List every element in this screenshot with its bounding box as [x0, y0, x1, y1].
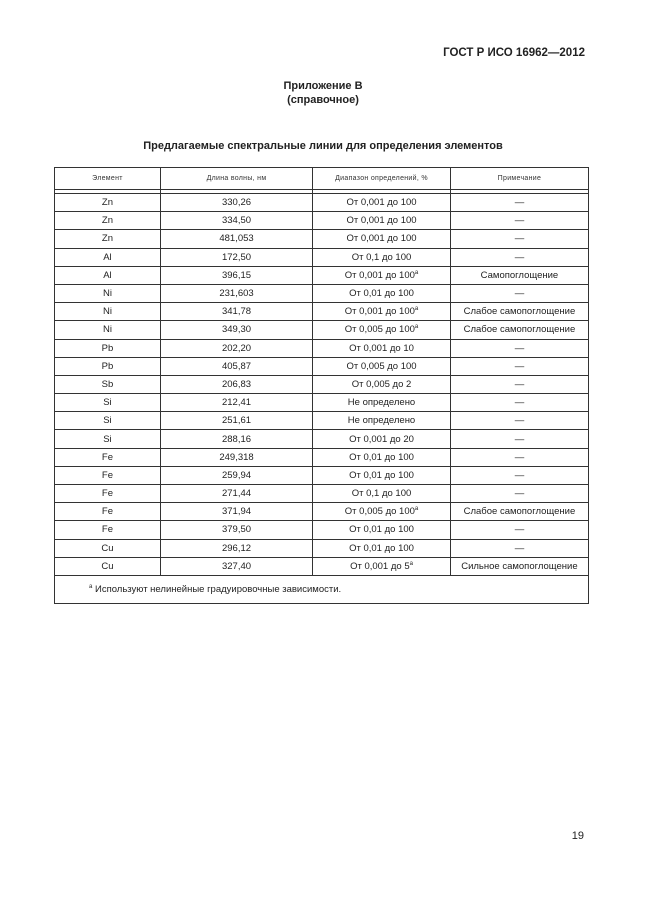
table-row: [55, 248, 589, 266]
cell-wavelength: 481,053: [160, 230, 312, 248]
footnote-ref: a: [414, 269, 419, 276]
range-value: Не определено: [347, 415, 416, 427]
cell-wavelength: 379,50: [160, 521, 312, 539]
range-value: От 0,01 до 100: [349, 524, 414, 536]
cell-element: Si: [55, 412, 161, 430]
table-footnote: [55, 575, 589, 603]
cell-range: [313, 248, 451, 266]
cell-note: —: [450, 466, 588, 484]
cell-wavelength: 259,94: [160, 466, 312, 484]
table-row: [55, 466, 589, 484]
cell-wavelength: 371,94: [160, 503, 312, 521]
cell-range: [313, 485, 451, 503]
cell-range: [313, 212, 451, 230]
column-header-wavelength: Длина волны, нм: [160, 168, 312, 190]
cell-note: —: [450, 194, 588, 212]
cell-note: —: [450, 357, 588, 375]
cell-range: [313, 448, 451, 466]
table-title: Предлагаемые спектральные линии для определения элементов: [143, 140, 503, 152]
cell-note: —: [450, 430, 588, 448]
cell-note: —: [450, 230, 588, 248]
table-row: [55, 303, 589, 321]
range-value: От 0,005 до 100: [344, 324, 415, 336]
range-value: От 0,01 до 100: [349, 288, 414, 300]
cell-wavelength: 202,20: [160, 339, 312, 357]
cell-range: [313, 466, 451, 484]
standard-code: ГОСТ Р ИСО 16962—2012: [443, 47, 585, 59]
cell-element: Si: [55, 430, 161, 448]
cell-note: Слабое самопоглощение: [450, 321, 588, 339]
table-row: [55, 357, 589, 375]
range-value: От 0,005 до 100: [344, 506, 415, 518]
cell-element: Pb: [55, 339, 161, 357]
table-row: [55, 375, 589, 393]
cell-wavelength: 288,16: [160, 430, 312, 448]
table-row: [55, 448, 589, 466]
page-number: 19: [571, 830, 584, 842]
cell-wavelength: 172,50: [160, 248, 312, 266]
cell-element: Cu: [55, 557, 161, 575]
footnote-row: [55, 575, 589, 603]
range-value: От 0,001 до 10: [349, 342, 414, 354]
cell-range: [313, 284, 451, 302]
column-header-range: Диапазон определений, %: [313, 168, 451, 190]
cell-element: Fe: [55, 521, 161, 539]
cell-range: [313, 357, 451, 375]
cell-wavelength: 231,603: [160, 284, 312, 302]
cell-note: —: [450, 339, 588, 357]
range-value: Не определено: [347, 397, 416, 409]
cell-note: Слабое самопоглощение: [450, 303, 588, 321]
cell-element: Sb: [55, 375, 161, 393]
table-row: [55, 485, 589, 503]
cell-range: [313, 375, 451, 393]
table-row: [55, 284, 589, 302]
table-row: [55, 394, 589, 412]
cell-wavelength: 271,44: [160, 485, 312, 503]
range-value: От 0,001 до 100: [344, 306, 415, 318]
cell-element: Al: [55, 248, 161, 266]
cell-range: [313, 303, 451, 321]
cell-wavelength: 296,12: [160, 539, 312, 557]
cell-wavelength: 212,41: [160, 394, 312, 412]
cell-element: Fe: [55, 466, 161, 484]
table-row: [55, 194, 589, 212]
cell-note: —: [450, 394, 588, 412]
cell-range: [313, 521, 451, 539]
cell-note: Слабое самопоглощение: [450, 503, 588, 521]
cell-element: Zn: [55, 212, 161, 230]
footnote-marker: a: [89, 583, 93, 590]
footnote-ref: a: [414, 506, 419, 513]
cell-range: [313, 539, 451, 557]
table-row: [55, 557, 589, 575]
table-row: [55, 339, 589, 357]
cell-wavelength: 327,40: [160, 557, 312, 575]
cell-wavelength: 249,318: [160, 448, 312, 466]
range-value: От 0,1 до 100: [351, 488, 412, 500]
cell-note: Самопоглощение: [450, 266, 588, 284]
cell-note: —: [450, 212, 588, 230]
annex-title: Приложение В: [283, 80, 363, 92]
cell-element: Pb: [55, 357, 161, 375]
cell-wavelength: 251,61: [160, 412, 312, 430]
table-row: [55, 539, 589, 557]
range-value: От 0,005 до 100: [346, 360, 417, 372]
cell-element: Al: [55, 266, 161, 284]
column-header-note: Примечание: [450, 168, 588, 190]
range-value: От 0,01 до 100: [349, 469, 414, 481]
range-value: От 0,001 до 100: [346, 197, 417, 209]
cell-range: [313, 503, 451, 521]
cell-note: —: [450, 448, 588, 466]
table-row: [55, 321, 589, 339]
range-value: От 0,005 до 2: [351, 378, 412, 390]
column-header-element: Элемент: [55, 168, 161, 190]
table-row: [55, 230, 589, 248]
cell-note: —: [450, 248, 588, 266]
range-value: От 0,001 до 100: [346, 233, 417, 245]
cell-note: —: [450, 521, 588, 539]
annex-heading: [0, 79, 646, 107]
cell-range: [313, 412, 451, 430]
cell-wavelength: 330,26: [160, 194, 312, 212]
table-row: [55, 430, 589, 448]
footnote-ref: a: [414, 306, 419, 313]
table-row: [55, 521, 589, 539]
cell-range: [313, 394, 451, 412]
range-value: От 0,01 до 100: [349, 451, 414, 463]
cell-wavelength: 341,78: [160, 303, 312, 321]
annex-subtitle: (справочное): [287, 94, 359, 106]
cell-element: Zn: [55, 230, 161, 248]
cell-wavelength: 349,30: [160, 321, 312, 339]
cell-note: —: [450, 539, 588, 557]
footnote-ref: a: [414, 324, 419, 331]
cell-element: Ni: [55, 303, 161, 321]
cell-element: Zn: [55, 194, 161, 212]
cell-range: [313, 321, 451, 339]
cell-note: —: [450, 485, 588, 503]
cell-note: Сильное самопоглощение: [450, 557, 588, 575]
range-value: От 0,001 до 100: [344, 269, 415, 281]
cell-element: Fe: [55, 503, 161, 521]
range-value: От 0,1 до 100: [351, 251, 412, 263]
cell-range: [313, 266, 451, 284]
cell-wavelength: 405,87: [160, 357, 312, 375]
footnote-text: Используют нелинейные градуировочные зависимости.: [94, 583, 342, 595]
table-row: [55, 266, 589, 284]
cell-note: —: [450, 412, 588, 430]
cell-element: Si: [55, 394, 161, 412]
spectral-lines-table: [54, 167, 589, 604]
cell-element: Fe: [55, 485, 161, 503]
cell-element: Ni: [55, 284, 161, 302]
table-body: [55, 194, 589, 576]
cell-element: Ni: [55, 321, 161, 339]
range-value: От 0,001 до 5: [350, 560, 410, 572]
cell-range: [313, 230, 451, 248]
table-row: [55, 212, 589, 230]
cell-range: [313, 194, 451, 212]
cell-range: [313, 430, 451, 448]
range-value: От 0,001 до 100: [346, 215, 417, 227]
cell-wavelength: 396,15: [160, 266, 312, 284]
table-row: [55, 503, 589, 521]
cell-wavelength: 206,83: [160, 375, 312, 393]
cell-element: Cu: [55, 539, 161, 557]
cell-range: [313, 557, 451, 575]
cell-note: —: [450, 284, 588, 302]
footnote-ref: a: [409, 560, 413, 567]
table-row: [55, 412, 589, 430]
range-value: От 0,01 до 100: [349, 542, 414, 554]
cell-wavelength: 334,50: [160, 212, 312, 230]
cell-element: Fe: [55, 448, 161, 466]
range-value: От 0,001 до 20: [349, 433, 414, 445]
table-header-row: [55, 168, 589, 190]
cell-range: [313, 339, 451, 357]
cell-note: —: [450, 375, 588, 393]
